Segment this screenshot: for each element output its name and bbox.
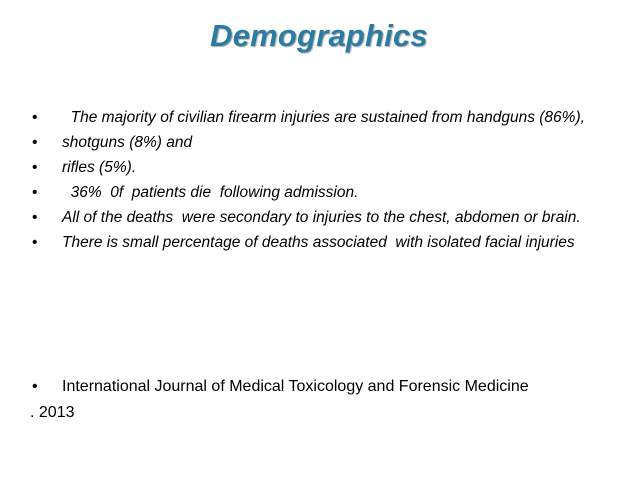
- bullet-dot: •: [32, 109, 38, 126]
- reference-item: [32, 377, 622, 397]
- reference-text: International Journal of Medical Toxicology and Forensic Medicine: [62, 378, 529, 395]
- bullet-dot: •: [32, 184, 38, 201]
- bullet-dot: •: [32, 159, 38, 176]
- list-item: [32, 233, 602, 253]
- bullet-dot: •: [32, 378, 38, 395]
- bullet-text: shotguns (8%) and: [62, 134, 193, 151]
- bullet-text: 36% 0f patients die following admission.: [62, 184, 359, 201]
- slide-title: Demographics: [210, 18, 428, 53]
- list-item: [32, 183, 602, 203]
- bullet-text: The majority of civilian firearm injuries are sustained from handguns (86%),: [62, 109, 585, 126]
- reference-year: . 2013: [30, 404, 75, 421]
- bullet-dot: •: [32, 134, 38, 151]
- list-item: [32, 208, 602, 228]
- reference-list: [32, 377, 622, 397]
- list-item: [32, 108, 602, 128]
- bullet-dot: •: [32, 209, 38, 226]
- bullet-list: [32, 108, 602, 258]
- bullet-text: All of the deaths were secondary to injuries to the chest, abdomen or brain.: [62, 209, 581, 226]
- bullet-text: rifles (5%).: [62, 159, 137, 176]
- list-item: [32, 158, 602, 178]
- bullet-text: There is small percentage of deaths associated with isolated facial injuries: [62, 234, 575, 251]
- bullet-dot: •: [32, 234, 38, 251]
- list-item: [32, 133, 602, 153]
